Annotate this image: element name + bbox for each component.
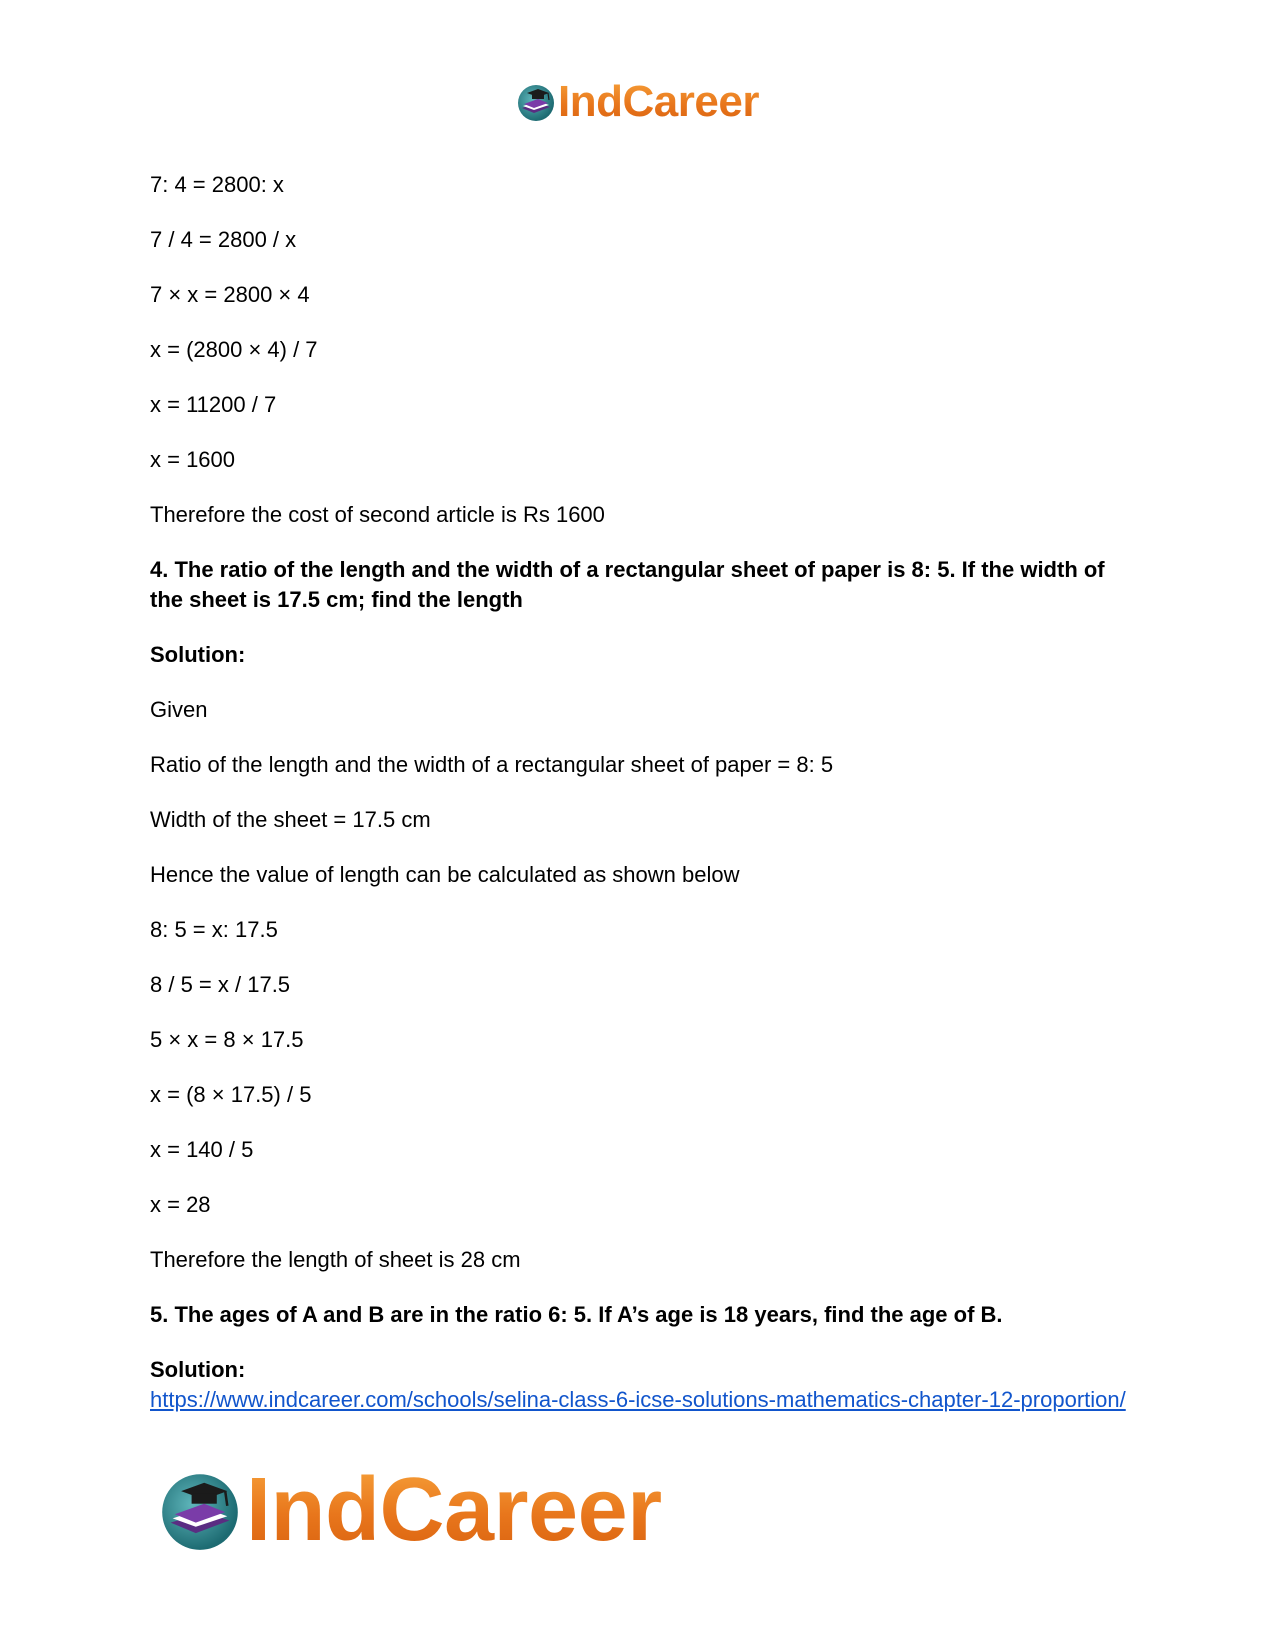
header-logo-text: IndCareer bbox=[558, 77, 759, 126]
header-logo-group bbox=[516, 78, 759, 126]
text-line: Given bbox=[150, 697, 208, 722]
text-line: Ratio of the length and the width of a rectangular sheet of paper = 8: 5 bbox=[150, 752, 834, 777]
text-line: 8: 5 = x: 17.5 bbox=[150, 917, 278, 942]
footer-link[interactable]: https://www.indcareer.com/schools/selina-class-6-icse-solutions-mathematics-chapter-12-proportion/ bbox=[150, 1387, 1126, 1412]
question-4: 4. The ratio of the length and the width of a rectangular sheet of paper is 8: 5. If the width of the sheet is 17.5 cm; find the length bbox=[150, 557, 1105, 612]
text-line: 8 / 5 = x / 17.5 bbox=[150, 972, 291, 997]
footer-logo bbox=[158, 1462, 662, 1558]
text-line: x = (8 × 17.5) / 5 bbox=[150, 1082, 312, 1107]
text-line: Width of the sheet = 17.5 cm bbox=[150, 807, 431, 832]
text-line: x = (2800 × 4) / 7 bbox=[150, 337, 318, 362]
header-logo bbox=[0, 78, 1275, 126]
text-line: x = 28 bbox=[150, 1192, 211, 1217]
text-line: 7: 4 = 2800: x bbox=[150, 172, 284, 197]
page-content bbox=[150, 170, 1135, 1415]
solution-label: Solution: bbox=[150, 642, 246, 667]
text-line: 7 / 4 = 2800 / x bbox=[150, 227, 297, 252]
graduation-book-globe-icon bbox=[516, 82, 556, 122]
footer-logo-text: IndCareer bbox=[246, 1460, 662, 1560]
text-line: 7 × x = 2800 × 4 bbox=[150, 282, 310, 307]
conclusion-line: Therefore the length of sheet is 28 cm bbox=[150, 1247, 521, 1272]
text-line: Hence the value of length can be calculated as shown below bbox=[150, 862, 740, 887]
question-5: 5. The ages of A and B are in the ratio 6: 5. If A’s age is 18 years, find the age of B. bbox=[150, 1302, 1003, 1327]
footer-logo-group bbox=[158, 1462, 662, 1558]
text-line: x = 11200 / 7 bbox=[150, 392, 277, 417]
graduation-book-globe-icon bbox=[158, 1468, 242, 1552]
solution-label: Solution: bbox=[150, 1357, 246, 1382]
text-line: 5 × x = 8 × 17.5 bbox=[150, 1027, 304, 1052]
text-line: x = 1600 bbox=[150, 447, 236, 472]
text-line: x = 140 / 5 bbox=[150, 1137, 254, 1162]
conclusion-line: Therefore the cost of second article is Rs 1600 bbox=[150, 502, 605, 527]
